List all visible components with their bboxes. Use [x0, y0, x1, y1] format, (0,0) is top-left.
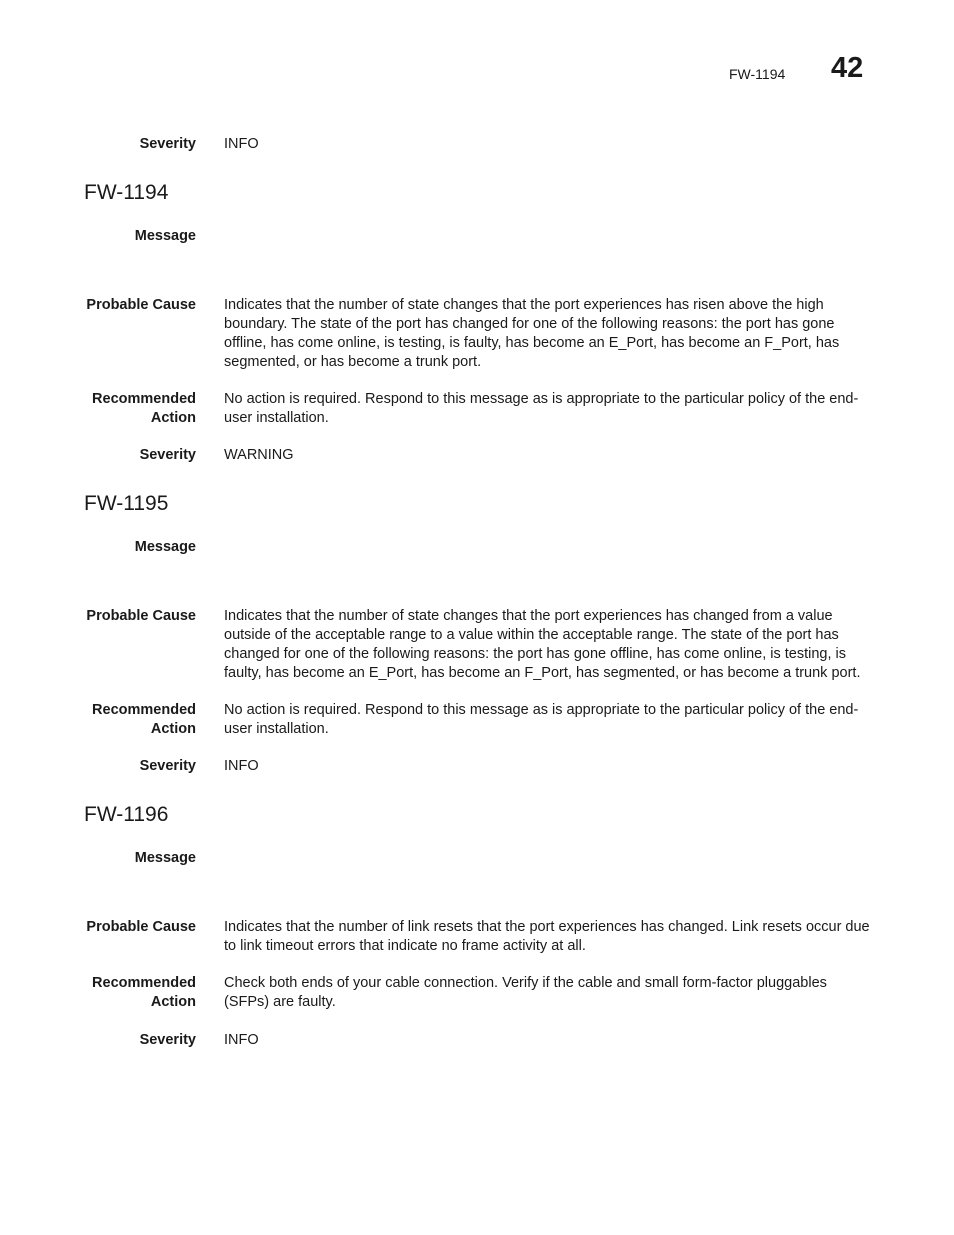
recommended-label-line2: Action — [150, 994, 196, 1010]
recommended-action-label — [66, 974, 196, 1012]
recommended-label-line2: Action — [150, 721, 196, 737]
message-label: Message — [134, 850, 196, 866]
recommended-label-line1: Recommended — [92, 975, 196, 991]
severity-label: Severity — [139, 447, 196, 463]
probable-cause-text: Indicates that the number of state changes that the port experiences has changed from a value outside of the acceptable range to a value within the acceptable range. The state of the port has changed for one of the following reasons: the port has gone offline, has come online, is testing, is faulty, has become an E_Port, has become an F_Port, has segmented, or has become a trunk port. — [224, 608, 861, 681]
recommended-action-text: No action is required. Respond to this message as is appropriate to the particular policy of the end-user installation. — [224, 391, 859, 426]
recommended-label-line1: Recommended — [92, 391, 196, 407]
message-label: Message — [134, 228, 196, 244]
severity-label: Severity — [139, 758, 196, 774]
recommended-action-text: No action is required. Respond to this message as is appropriate to the particular policy of the end-user installation. — [224, 702, 859, 737]
section-title-fw-1194: FW-1194 — [84, 181, 169, 204]
chapter-number: 42 — [831, 52, 864, 84]
section-title-fw-1196: FW-1196 — [84, 803, 169, 826]
severity-value: WARNING — [224, 447, 294, 463]
probable-cause-label: Probable Cause — [86, 608, 196, 624]
section-title-fw-1195: FW-1195 — [84, 492, 169, 515]
running-header-section-id: FW-1194 — [729, 66, 786, 82]
severity-label: Severity — [139, 1032, 196, 1048]
severity-value: INFO — [224, 136, 259, 152]
recommended-label-line1: Recommended — [92, 702, 196, 718]
recommended-action-label — [66, 701, 196, 739]
probable-cause-text: Indicates that the number of state changes that the port experiences has risen above the high boundary. The state of the port has changed for one of the following reasons: the port has gone offline, has come online, is testing, is faulty, has become an E_Port, has become an F_Port, has segmented, or has become a trunk port. — [224, 297, 840, 370]
message-label: Message — [134, 539, 196, 555]
probable-cause-label: Probable Cause — [86, 919, 196, 935]
severity-value: INFO — [224, 758, 259, 774]
probable-cause-label: Probable Cause — [86, 297, 196, 313]
recommended-label-line2: Action — [150, 410, 196, 426]
recommended-action-label — [66, 390, 196, 428]
severity-value: INFO — [224, 1032, 259, 1048]
recommended-action-text: Check both ends of your cable connection. Verify if the cable and small form-factor pluggables (SFPs) are faulty. — [224, 975, 827, 1010]
probable-cause-text: Indicates that the number of link resets that the port experiences has changed. Link resets occur due to link timeout errors that indicate no frame activity at all. — [224, 919, 870, 954]
severity-label: Severity — [139, 136, 196, 152]
